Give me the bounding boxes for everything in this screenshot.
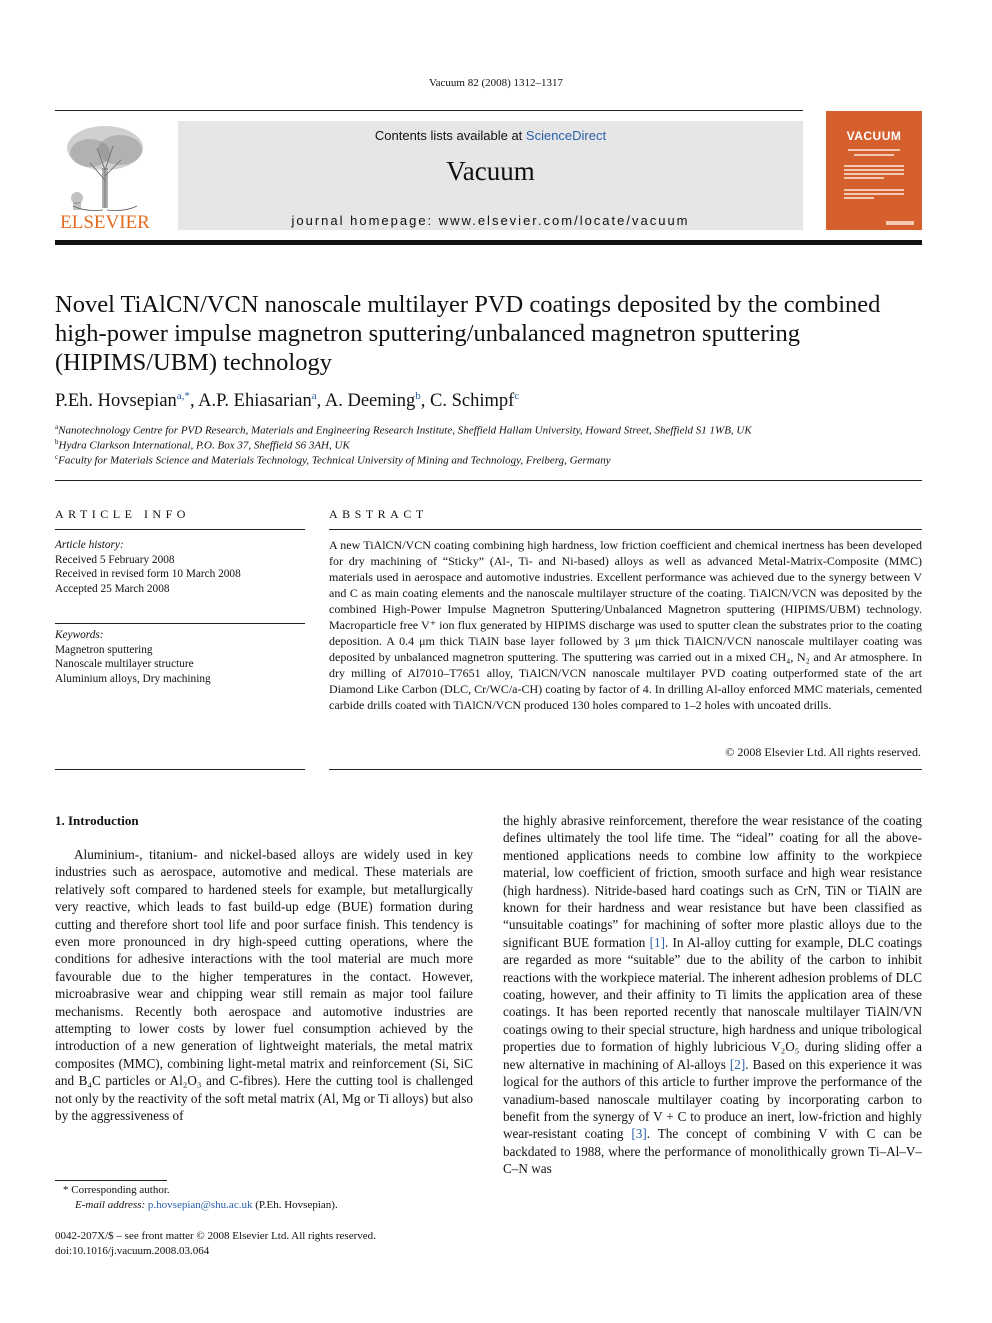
- affiliation-divider: [55, 480, 922, 481]
- article-history: [55, 538, 305, 596]
- author-affiliation-mark[interactable]: a: [311, 390, 317, 402]
- journal-name: Vacuum: [446, 156, 535, 186]
- keywords: [55, 628, 305, 686]
- email-note: [55, 1198, 473, 1213]
- affiliation-mark: b: [55, 438, 59, 446]
- keywords-divider: [55, 623, 305, 624]
- body-column-right: [503, 812, 922, 1178]
- journal-header: [178, 121, 803, 230]
- article-info-heading: ARTICLE INFO: [55, 507, 190, 521]
- keyword: Magnetron sputtering: [55, 643, 153, 656]
- author-separator: ,: [420, 391, 431, 412]
- email-label: E-mail address:: [75, 1199, 148, 1211]
- keywords-label: Keywords:: [55, 629, 104, 641]
- body-column-left: [55, 846, 473, 1125]
- contents-line: [178, 128, 803, 143]
- article-info-bottom-divider: [55, 769, 305, 770]
- abstract-heading: ABSTRACT: [329, 507, 428, 521]
- body-text: . In Al-alloy cutting for example, DLC coatings are regarded as more “suitable” due to the ability of the carbon to inhibit reactions with the workpiece material. The inherent adhesion problems of DLC coating, however, and their affinity to Ti limits the application area of these coatings. It has been reported recently that nanoscale multilayer TiAlN/VN coatings owing to their special structure, high hardness and unique tribological properties due to formation of highly lubricious V₂O₅ during sliding offer a new alternative in machining of Al-alloys: [503, 934, 922, 1072]
- affiliation: [55, 423, 925, 437]
- affiliation: [55, 453, 925, 467]
- affiliation-mark: a: [55, 423, 59, 431]
- header-thick-divider: [55, 240, 922, 245]
- affiliation-text: Hydra Clarkson International, P.O. Box 37, Sheffield S6 3AH, UK: [58, 439, 350, 452]
- history-label: Article history:: [55, 539, 124, 551]
- contents-prefix: Contents lists available at: [374, 128, 526, 143]
- journal-cover-image: [826, 111, 922, 230]
- issn-line: 0042-207X/$ – see front matter © 2008 Elsevier Ltd. All rights reserved.: [55, 1230, 376, 1242]
- elsevier-logo: [55, 118, 155, 232]
- corresponding-author-note: * Corresponding author.: [63, 1184, 170, 1196]
- citation-link[interactable]: [1]: [649, 934, 665, 950]
- abstract-bottom-divider: [329, 769, 922, 770]
- sciencedirect-link[interactable]: ScienceDirect: [525, 128, 607, 143]
- author-separator: ,: [189, 391, 199, 412]
- svg-text:ELSEVIER: ELSEVIER: [60, 212, 150, 232]
- intro-paragraph-continued: [503, 812, 922, 1178]
- abstract-divider: [329, 529, 922, 530]
- journal-homepage-link[interactable]: journal homepage: www.elsevier.com/locate/vacuum: [291, 213, 690, 228]
- affiliation-text: Faculty for Materials Science and Materials Technology, Technical University of Mining and Technology, Freiberg, Germany: [58, 454, 611, 467]
- author: A. Deeming: [324, 391, 416, 412]
- author: C. Schimpf: [430, 391, 515, 412]
- article-title: Novel TiAlCN/VCN nanoscale multilayer PVD coatings deposited by the combined high-power impulse magnetron sputtering/unbalanced magnetron sputtering (HIPIMS/UBM) technology: [55, 291, 881, 376]
- affiliation: [55, 438, 925, 452]
- body-text: . Based on this experience it was logical for the authors of this article to further improve the performance of the vanadium-based nanoscale multilayer coating by incorporating carbon to benefit from the synergy of V + C to produce an inert, low-friction and highly wear-resistant coating: [503, 1056, 922, 1142]
- footnote-divider: [55, 1180, 167, 1181]
- section-heading-introduction: 1. Introduction: [55, 813, 139, 828]
- body-text: the highly abrasive reinforcement, therefore the wear resistance of the coating defines ultimately the tool life time. The “ideal” coating for all the above-mentioned applications needs to combine low affinity to the workpiece material, low coefficient of friction, smooth surface and high wear resistance (high hardness). Nitride-based hard coatings such as CrN, TiN or TiAlN are known for their hardness and wear resistance but have been classified as “unsuitable coatings” for machining of softer more plastic alloys due to the significant BUE formation: [503, 813, 922, 950]
- affiliation-mark: c: [55, 453, 59, 461]
- keyword: Nanoscale multilayer structure: [55, 658, 194, 671]
- abstract-text: A new TiAlCN/VCN coating combining high hardness, low friction coefficient and chemical inertness has been developed for dry machining of “Sticky” (Al-, Ti- and Ni-based) alloys as well as advanced Metal-Matrix-Composite (MMC) materials used in aerospace and automotive industries. Excellent performance was achieved due to the synergy between V and C as main coating elements and the nanoscale multilayer structure of the coating. TiAlCN/VCN was deposited by the combined High-Power Impulse Magnetron Sputtering/Unbalanced Magnetron sputtering (HIPIMS/UBM) technology. Macroparticle free V⁺ ion flux generated by HIPIMS discharge was used to sputter clean the substrates prior to the coating deposition. A 0.4 μm thick TiAlN base layer followed by 3 μm thick TiAlCN/VCN nanoscale multilayer coating was deposited by unbalanced magnetron sputtering. The sputtering was carried out in a mixed CH₄, N₂ and Ar atmosphere. In dry milling of Al7010–T7651 alloy, TiAlCN/VCN nanoscale multilayer PVD coating outperformed state of the art Diamond Like Carbon (DLC, Cr/WC/a-CH) coating by factor of 4. In drilling Al-alloy enforced MMC materials, cemented carbide drills coated with TiAlCN/VCN produced 130 holes compared to 1–2 holes with uncoated drills.: [329, 538, 922, 712]
- author: A.P. Ehiasarian: [198, 391, 312, 412]
- footnote: [55, 1183, 473, 1213]
- citation-link[interactable]: [2]: [729, 1056, 746, 1072]
- front-matter: [55, 1229, 473, 1259]
- article-info-divider: [55, 529, 305, 530]
- keyword: Aluminium alloys, Dry machining: [55, 672, 211, 685]
- email-suffix: (P.Eh. Hovsepian).: [252, 1199, 338, 1211]
- abstract-copyright: © 2008 Elsevier Ltd. All rights reserved.: [725, 745, 921, 759]
- history-item: Received 5 February 2008: [55, 553, 175, 566]
- author-affiliation-mark[interactable]: b: [415, 390, 421, 402]
- author-affiliation-mark[interactable]: c: [514, 390, 520, 402]
- author-list: [55, 390, 925, 412]
- author-separator: ,: [316, 391, 325, 412]
- citation-link[interactable]: [3]: [631, 1126, 647, 1142]
- cover-title: VACUUM: [846, 129, 902, 143]
- email-link[interactable]: p.hovsepian@shu.ac.uk: [147, 1199, 253, 1211]
- body-text: . The concept of combining V with C can be backdated to 1988, where the performance of monolithically grown Ti–Al–V–C–N was: [503, 1126, 923, 1177]
- doi-line[interactable]: doi:10.1016/j.vacuum.2008.03.064: [55, 1245, 210, 1257]
- affiliation-text: Nanotechnology Centre for PVD Research, Materials and Engineering Research Institute, Sheffield Hallam University, Howard Street, Sheffield S1 1WB, UK: [58, 424, 752, 437]
- intro-paragraph: Aluminium-, titanium- and nickel-based alloys are widely used in key industries such as aerospace, automotive and medical. These materials are relatively soft compared to hardened steels for example, but metallurgically very reactive, which leads to fast build-up edge (BUE) formation during cutting and therefore short tool life and poor surface finish. This tendency is even more pronounced in dry high-speed cutting operations, where the conditions for adhesive interactions with the tool material are much more favourable due to the higher temperatures in the contact. However, microabrasive wear and chipping wear still remain as major tool failure mechanisms. Recently both aerospace and automotive industries are attempting to lower costs by lower fuel consumption achieved by the introduction of a new generation of lightweight materials, the metal matrix composites (MMC), combining light-metal matrix and reinforcement (Si, SiC and B₄C particles or Al₂O₃ and C-fibres). Here the cutting tool is challenged not only by the reactivity of the soft metal matrix (Al, Mg or Ti alloys) but also by the aggressiveness of: [55, 847, 473, 1124]
- author: P.Eh. Hovsepian: [55, 391, 177, 412]
- author-affiliation-mark[interactable]: a,*: [176, 390, 190, 402]
- journal-reference: Vacuum 82 (2008) 1312–1317: [428, 77, 564, 89]
- history-item: Accepted 25 March 2008: [55, 582, 170, 595]
- history-item: Received in revised form 10 March 2008: [55, 568, 241, 581]
- top-divider: [55, 110, 803, 111]
